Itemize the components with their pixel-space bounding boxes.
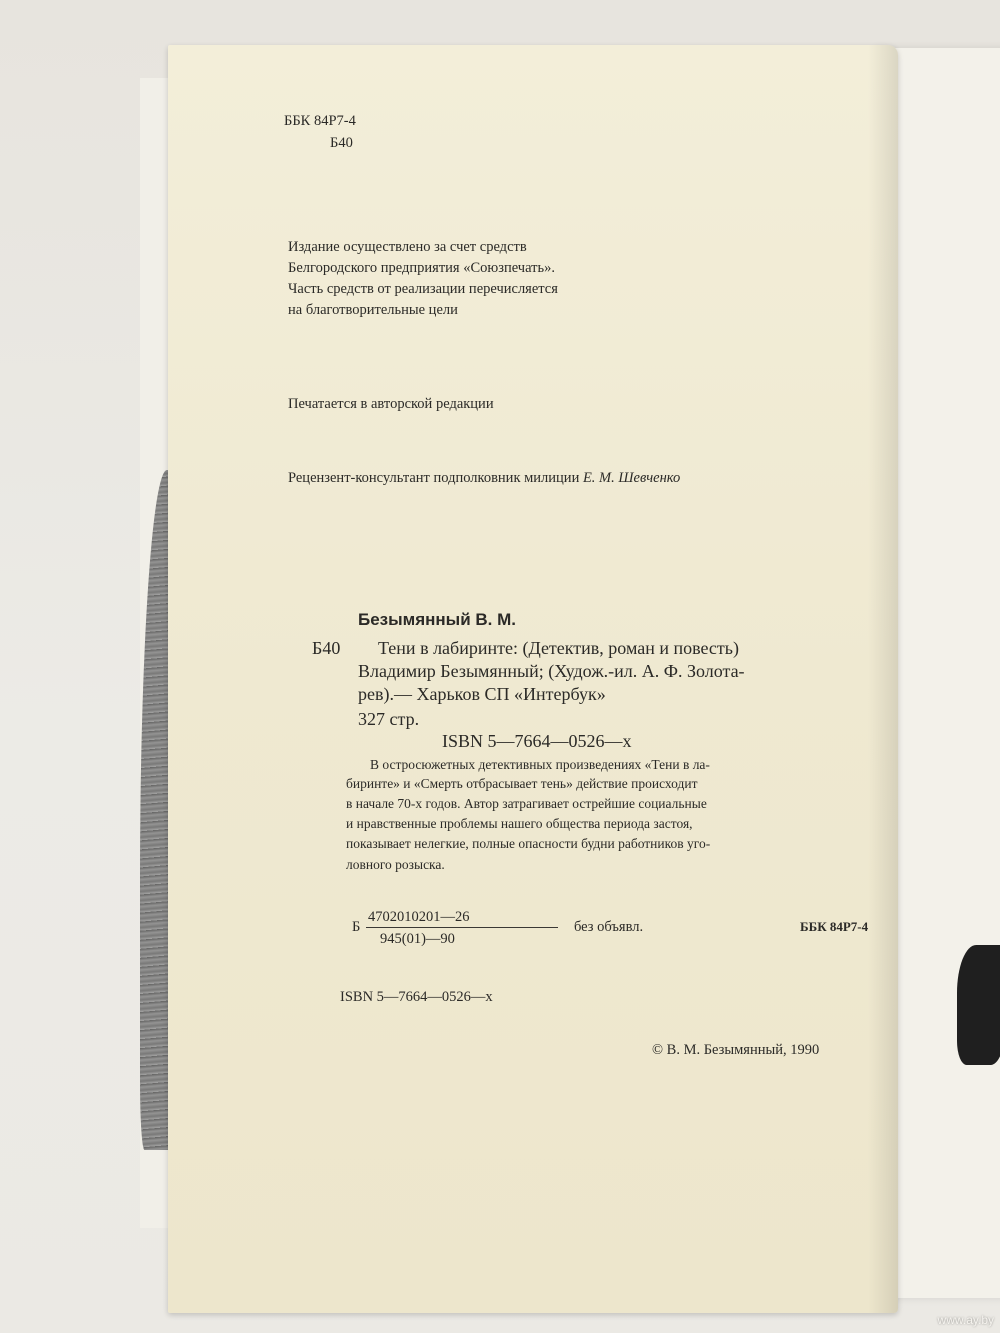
funding-line-1: Издание осуществлено за счет средств bbox=[288, 239, 527, 255]
price-note: без объявл. bbox=[574, 919, 644, 935]
title-line-1: Тени в лабиринте: (Детектив, роман и повесть) bbox=[378, 638, 739, 658]
catalog-card-index: Б40 bbox=[312, 638, 341, 658]
editorial-note: Печатается в авторской редакции bbox=[288, 396, 494, 412]
funding-line-2: Белгородского предприятия «Союзпечать». bbox=[288, 260, 555, 276]
formula-numerator: 4702010201—26 bbox=[368, 909, 470, 925]
author-heading: Безымянный В. М. bbox=[358, 610, 516, 629]
reviewer-label: Рецензент-консультант подполковник милиции bbox=[288, 470, 580, 486]
page-edge-shadow bbox=[868, 45, 898, 1313]
reviewer-name: Е. М. Шевченко bbox=[582, 470, 681, 486]
title-line-3: рев).— Харьков СП «Интербук» bbox=[358, 684, 606, 704]
footer-isbn: ISBN 5—7664—0526—х bbox=[340, 989, 493, 1005]
formula-letter: Б bbox=[352, 919, 361, 935]
page-count: 327 стр. bbox=[358, 709, 420, 729]
formula-bbk: ББК 84Р7-4 bbox=[800, 919, 869, 934]
catalog-index: Б40 bbox=[330, 135, 353, 151]
site-watermark: www.ay.by bbox=[937, 1313, 994, 1327]
catalog-isbn: ISBN 5—7664—0526—х bbox=[442, 731, 632, 751]
funding-line-3: Часть средств от реализации перечисляется bbox=[288, 281, 558, 297]
formula-fraction-bar bbox=[366, 927, 558, 928]
bbk-code: ББК 84Р7-4 bbox=[284, 113, 356, 129]
title-line-2: Владимир Безымянный; (Худож.-ил. А. Ф. Золота- bbox=[358, 661, 745, 681]
book-cover bbox=[880, 48, 1000, 1298]
annotation-line-1: В остросюжетных детективных произведениях «Тени в ла- bbox=[370, 757, 710, 772]
funding-line-4: на благотворительные цели bbox=[288, 302, 458, 318]
reviewer-line bbox=[288, 468, 680, 488]
cover-artwork bbox=[957, 945, 1000, 1065]
annotation-line-4: и нравственные проблемы нашего общества периода застоя, bbox=[346, 816, 693, 831]
annotation-line-6: ловного розыска. bbox=[346, 857, 445, 872]
book-page bbox=[168, 45, 898, 1313]
copyright-line: © В. М. Безымянный, 1990 bbox=[652, 1042, 820, 1058]
annotation-line-3: в начале 70-х годов. Автор затрагивает острейшие социальные bbox=[346, 796, 707, 811]
annotation-line-2: биринте» и «Смерть отбрасывает тень» действие происходит bbox=[346, 776, 698, 791]
annotation-line-5: показывает нелегкие, полные опасности будни работников уго- bbox=[346, 836, 711, 851]
formula-denominator: 945(01)—90 bbox=[380, 931, 455, 947]
